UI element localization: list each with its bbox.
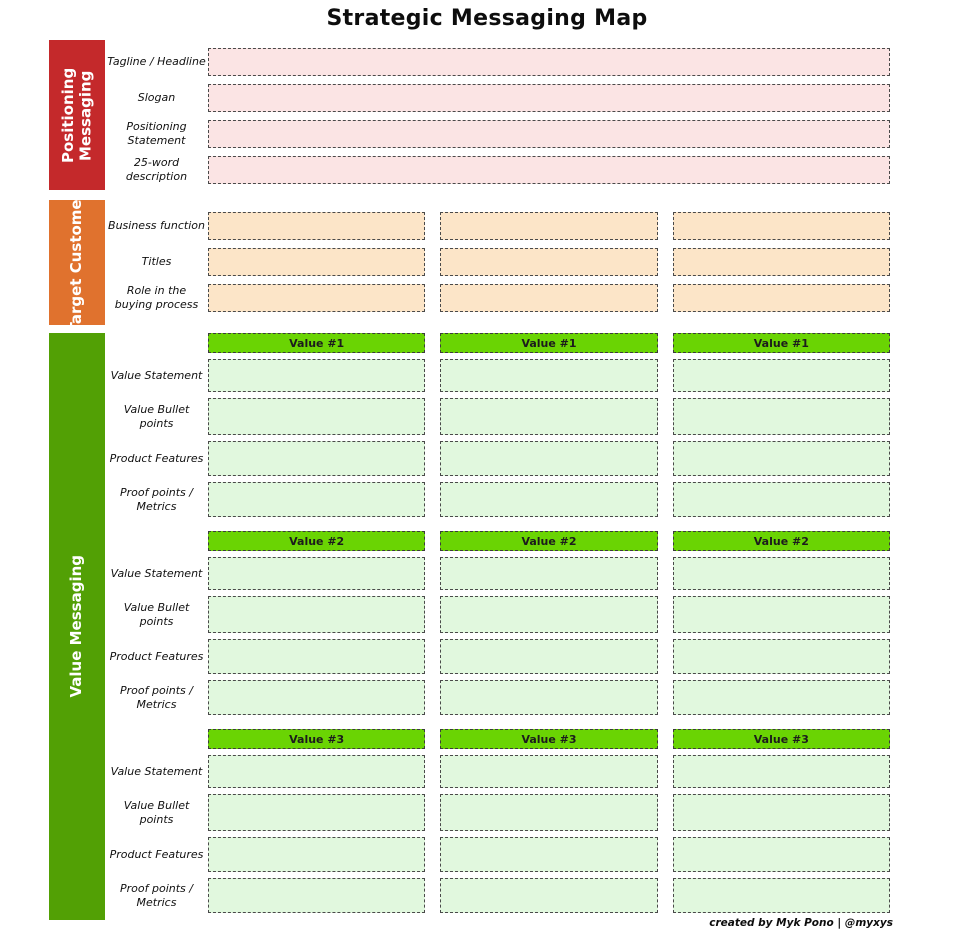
- field-value1-proof-col2[interactable]: [440, 482, 657, 517]
- section-positioning-messaging: [49, 40, 890, 190]
- field-value2-features-col3[interactable]: [673, 639, 890, 674]
- field-value3-features-col1[interactable]: [208, 837, 425, 872]
- row-label-slogan: Slogan: [137, 91, 176, 105]
- field-value1-features-col2[interactable]: [440, 441, 657, 476]
- field-tagline-headline[interactable]: [208, 48, 890, 76]
- field-value2-statement-col3[interactable]: [673, 557, 890, 590]
- field-value1-statement-col1[interactable]: [208, 359, 425, 392]
- header-spacer: [105, 531, 208, 551]
- field-value3-bullets-col2[interactable]: [440, 794, 657, 831]
- value-3-header-col1: Value #3: [208, 729, 425, 749]
- positioning-rows: [105, 40, 890, 190]
- field-value2-statement-col1[interactable]: [208, 557, 425, 590]
- positioning-messaging-band: [49, 40, 105, 190]
- value-band-label: Value Messaging: [67, 555, 86, 698]
- row-label-proof-points: Proof points / Metrics: [120, 881, 193, 909]
- field-value1-bullets-col3[interactable]: [673, 398, 890, 435]
- row-business-function: [105, 212, 890, 240]
- row-label-tagline-headline: Tagline / Headline: [107, 55, 206, 69]
- row-label-value-bullet-points: Value Bullet points: [123, 402, 190, 430]
- row-label-proof-points: Proof points / Metrics: [120, 683, 193, 711]
- field-value1-bullets-col1[interactable]: [208, 398, 425, 435]
- field-value3-statement-col1[interactable]: [208, 755, 425, 788]
- field-value2-proof-col2[interactable]: [440, 680, 657, 715]
- field-value2-bullets-col1[interactable]: [208, 596, 425, 633]
- field-value1-statement-col2[interactable]: [440, 359, 657, 392]
- field-role-buying-process-col3[interactable]: [673, 284, 890, 312]
- value-1-header-col1: Value #1: [208, 333, 425, 353]
- field-value3-statement-col2[interactable]: [440, 755, 657, 788]
- field-value3-proof-col3[interactable]: [673, 878, 890, 913]
- row-label-value-statement: Value Statement: [110, 368, 203, 382]
- field-business-function-col3[interactable]: [673, 212, 890, 240]
- row-label-product-features: Product Features: [109, 649, 204, 663]
- row-label-value-statement: Value Statement: [110, 566, 203, 580]
- value-messaging-band: [49, 333, 105, 920]
- field-value1-proof-col1[interactable]: [208, 482, 425, 517]
- field-business-function-col1[interactable]: [208, 212, 425, 240]
- value-1-header-col2: Value #1: [440, 333, 657, 353]
- field-value3-bullets-col1[interactable]: [208, 794, 425, 831]
- row-role-buying-process: [105, 284, 890, 312]
- value-3-header-col3: Value #3: [673, 729, 890, 749]
- field-titles-col3[interactable]: [673, 248, 890, 276]
- field-value2-statement-col2[interactable]: [440, 557, 657, 590]
- value-2-header-col3: Value #2: [673, 531, 890, 551]
- row-25-word-description: [105, 156, 890, 184]
- header-spacer: [105, 729, 208, 749]
- value-2-header-col1: Value #2: [208, 531, 425, 551]
- field-value2-bullets-col3[interactable]: [673, 596, 890, 633]
- field-value1-proof-col3[interactable]: [673, 482, 890, 517]
- field-25-word-description[interactable]: [208, 156, 890, 184]
- row-label-role-buying-process: Role in the buying process: [114, 284, 199, 311]
- value-3-header-col2: Value #3: [440, 729, 657, 749]
- value-block-2: [105, 531, 890, 715]
- row-label-value-bullet-points: Value Bullet points: [123, 600, 190, 628]
- row-label-product-features: Product Features: [109, 451, 204, 465]
- field-value2-bullets-col2[interactable]: [440, 596, 657, 633]
- field-positioning-statement[interactable]: [208, 120, 890, 148]
- field-value2-proof-col1[interactable]: [208, 680, 425, 715]
- field-value3-features-col2[interactable]: [440, 837, 657, 872]
- row-titles: [105, 248, 890, 276]
- field-value1-statement-col3[interactable]: [673, 359, 890, 392]
- row-slogan: [105, 84, 890, 112]
- field-value3-proof-col1[interactable]: [208, 878, 425, 913]
- field-value3-bullets-col3[interactable]: [673, 794, 890, 831]
- header-spacer: [105, 333, 208, 353]
- value-2-header-col2: Value #2: [440, 531, 657, 551]
- row-positioning-statement: [105, 120, 890, 148]
- field-role-buying-process-col2[interactable]: [440, 284, 657, 312]
- row-label-product-features: Product Features: [109, 847, 204, 861]
- row-label-25-word-description: 25-word description: [125, 156, 188, 183]
- target-rows: [105, 200, 890, 325]
- field-role-buying-process-col1[interactable]: [208, 284, 425, 312]
- field-value1-bullets-col2[interactable]: [440, 398, 657, 435]
- positioning-band-label: Positioning Messaging: [58, 67, 94, 163]
- field-value3-proof-col2[interactable]: [440, 878, 657, 913]
- row-label-proof-points: Proof points / Metrics: [120, 485, 193, 513]
- field-titles-col1[interactable]: [208, 248, 425, 276]
- value-block-3: [105, 729, 890, 913]
- field-value1-features-col1[interactable]: [208, 441, 425, 476]
- row-label-positioning-statement: Positioning Statement: [126, 120, 187, 147]
- field-value2-features-col2[interactable]: [440, 639, 657, 674]
- target-customer-band: [49, 192, 105, 333]
- field-slogan[interactable]: [208, 84, 890, 112]
- field-value2-features-col1[interactable]: [208, 639, 425, 674]
- row-label-value-bullet-points: Value Bullet points: [123, 798, 190, 826]
- value-blocks: [105, 333, 890, 920]
- row-tagline-headline: [105, 48, 890, 76]
- row-label-titles: Titles: [141, 255, 172, 269]
- field-value2-proof-col3[interactable]: [673, 680, 890, 715]
- value-1-header-col3: Value #1: [673, 333, 890, 353]
- value-block-1: [105, 333, 890, 517]
- credit-text: created by Myk Pono | @myxys: [709, 917, 893, 929]
- field-value1-features-col3[interactable]: [673, 441, 890, 476]
- row-label-value-statement: Value Statement: [110, 764, 203, 778]
- field-value3-statement-col3[interactable]: [673, 755, 890, 788]
- field-value3-features-col3[interactable]: [673, 837, 890, 872]
- row-label-business-function: Business function: [108, 219, 205, 233]
- field-titles-col2[interactable]: [440, 248, 657, 276]
- target-band-label: Target Customer: [67, 192, 86, 333]
- field-business-function-col2[interactable]: [440, 212, 657, 240]
- page-title: Strategic Messaging Map: [326, 6, 648, 31]
- section-target-customer: [49, 192, 890, 333]
- section-value-messaging: [49, 333, 890, 920]
